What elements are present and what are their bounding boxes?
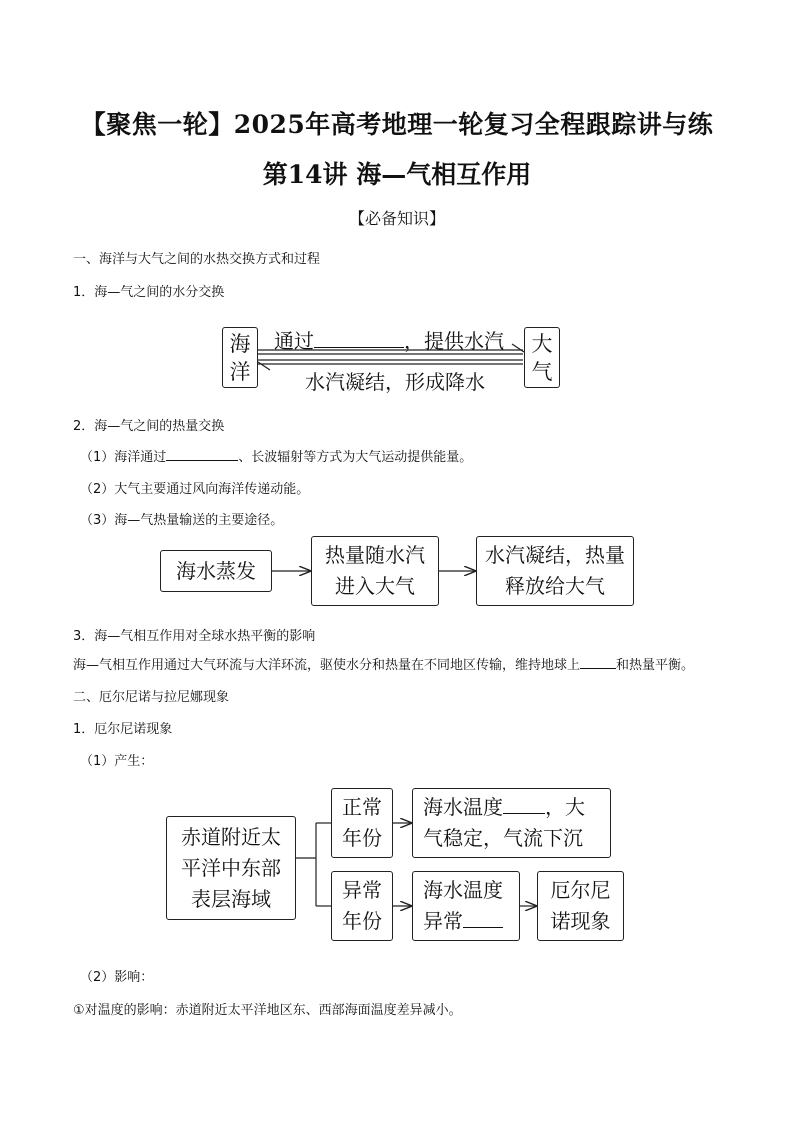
lecture-title: 第14讲 海—气相互作用	[262, 160, 532, 189]
document-title: 【聚焦一轮】2025年高考地理一轮复习全程跟踪讲与练	[80, 110, 714, 139]
item1-suffix: 、长波辐射等方式为大气运动提供能量。	[238, 450, 473, 465]
evaporation-arrow	[258, 344, 524, 354]
part1-sub3: 3．海—气相互作用对全球水热平衡的影响	[73, 629, 316, 644]
part1-sub1: 1．海—气之间的水分交换	[73, 285, 225, 300]
part2-item1: （1）产生：	[80, 754, 154, 769]
normal-year-box: 正常年份	[331, 788, 393, 858]
flow-step-3: 水汽凝结，热量释放给大气	[476, 536, 634, 606]
item2-line: （2）大气主要通过风向海洋传递动能。	[80, 482, 310, 497]
flow-step-1: 海水蒸发	[160, 550, 272, 592]
part2-item2: （2）影响：	[80, 970, 154, 985]
part1-heading: 一、海洋与大气之间的水热交换方式和过程	[73, 252, 321, 267]
normal-prefix: 海水温度	[423, 795, 503, 819]
tree-bracket	[296, 823, 331, 906]
section-label: 【必备知识】	[348, 209, 445, 228]
root-box: 赤道附近太平洋中东部表层海域	[166, 816, 296, 920]
abnormal-text: 海水温度异常	[423, 878, 503, 933]
item3-line: （3）海—气热量输送的主要途径。	[80, 513, 284, 528]
precipitation-arrow	[258, 360, 523, 370]
atmosphere-box: 大气	[524, 327, 560, 388]
bottom-arrow-label: 水汽凝结，形成降水	[305, 370, 485, 394]
para-prefix: 海—气相互作用通过大气环流与大洋环流，驱使水分和热量在不同地区传输，维持地球上	[73, 658, 581, 673]
item1-prefix: （1）海洋通过	[80, 450, 167, 465]
part1-sub2: 2．海—气之间的热量交换	[73, 419, 225, 434]
para-suffix: 和热量平衡。	[616, 658, 695, 673]
part2-sub1: 1．厄尔尼诺现象	[73, 722, 173, 737]
normal-suffix: ，大气稳定，气流下沉	[423, 795, 585, 850]
part2-heading: 二、厄尔尼诺与拉尼娜现象	[73, 690, 230, 705]
el-nino-result-box: 厄尔尼诺现象	[537, 871, 624, 941]
top-label-suffix: ，提供水汽	[404, 329, 504, 353]
ocean-box: 海洋	[222, 327, 258, 388]
effect-temperature: ①对温度的影响：赤道附近太平洋地区东、西部海面温度差异减小。	[73, 1003, 462, 1018]
top-label-prefix: 通过	[274, 329, 314, 353]
abnormal-year-box: 异常年份	[331, 871, 393, 941]
flow-step-2: 热量随水汽进入大气	[311, 536, 439, 606]
